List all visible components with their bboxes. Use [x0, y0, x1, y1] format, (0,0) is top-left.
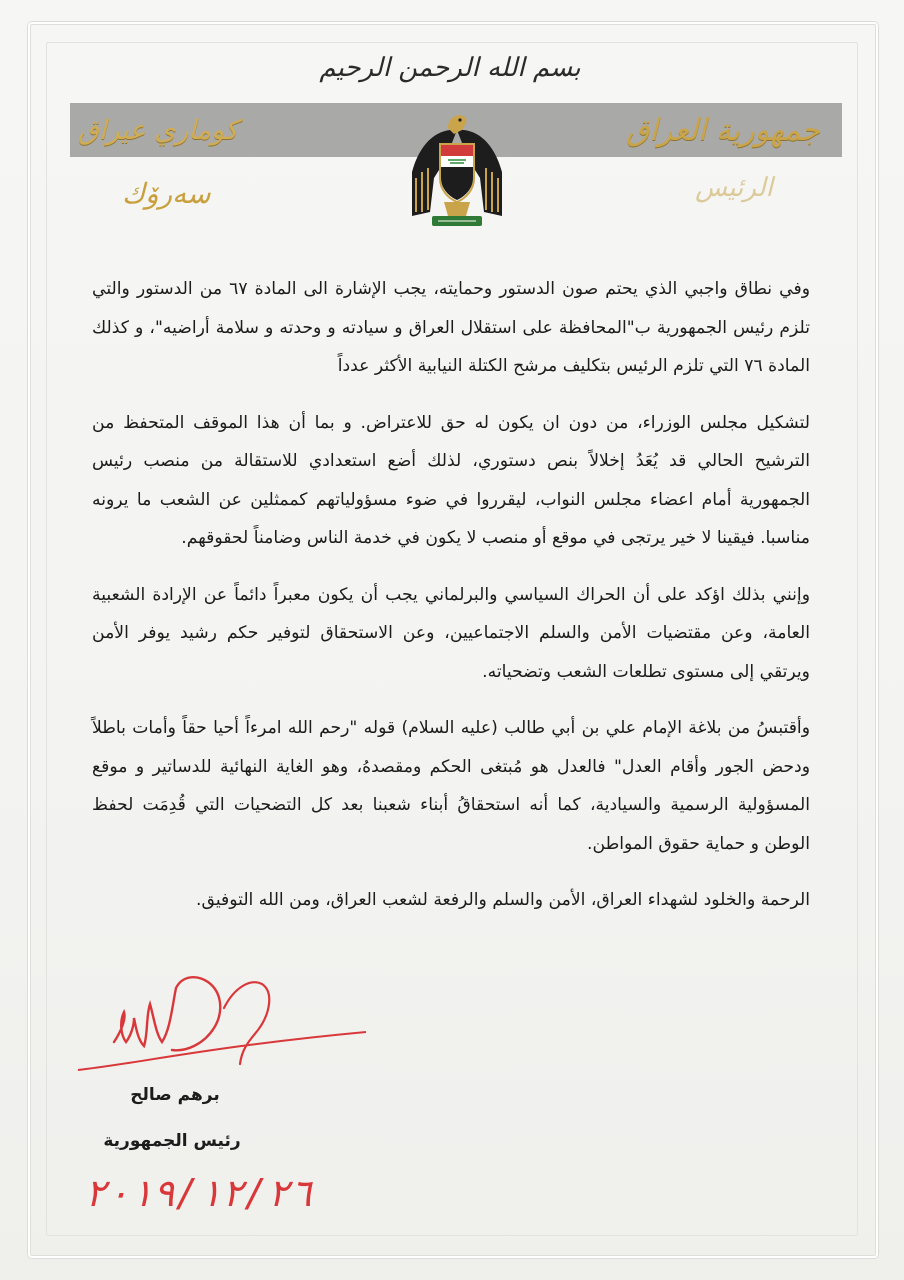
letterhead-office-kurdish: سەرۆك	[122, 177, 211, 210]
signatory-name: برهم صالح	[130, 1085, 220, 1105]
paragraph-4: وأقتبسُ من بلاغة الإمام علي بن أبي طالب (عليه السلام) قوله "رحم الله امرءاً أحيا حقاً وأمات باطلاً ودحض الجور وأقام العدل" فالعدل هو مُبتغى الحكم ومقصدهُ، وهو الغاية النهائية للدساتير و موقع المسؤولية الرسمية والسيادية، كما أنه استحقاقُ أبناء شعبنا بعد كل التضحيات التي قُدِمَت لحفظ الوطن و حماية حقوق المواطن.	[92, 718, 810, 854]
letterhead-country-arabic: جمهورية العراق	[626, 113, 820, 148]
basmala-calligraphy: بسم الله الرحمن الرحيم	[319, 53, 581, 83]
letterhead-country-kurdish: كوماري عيراق	[78, 115, 238, 146]
paragraph-closing: الرحمة والخلود لشهداء العراق، الأمن والسلم والرفعة لشعب العراق، ومن الله التوفيق.	[196, 890, 810, 910]
iraq-eagle-emblem-icon	[408, 108, 506, 232]
letter-body	[92, 270, 810, 938]
paragraph-2: لتشكيل مجلس الوزراء، من دون ان يكون له حق للاعتراض. و بما أن هذا الموقف المتحفظ من الترشيح الحالي قد يُعَدُ إخلالاً بنص دستوري، لذلك أضع استعدادي للاستقالة من منصب رئيس الجمهورية أمام اعضاء مجلس النواب، ليقرروا في ضوء مسؤولياتهم كممثلين عن الشعب ما يرونه مناسبا. فيقينا لا خير يرتجى في موقع أو منصب لا يكون في خدمة الناس وضامناً لحقوقهم.	[92, 412, 810, 548]
paragraph-1: وفي نطاق واجبي الذي يحتم صون الدستور وحمايته، يجب الإشارة الى المادة ٦٧ من الدستور والتي تلزم رئيس الجمهورية ب"المحافظة على استقلال العراق و سيادته و وحدته و سلامة أراضيه"، و كذلك المادة ٧٦ التي تلزم الرئيس بتكليف مرشح الكتلة النيابية الأكثر عدداً	[92, 279, 810, 376]
paragraph-3: وإنني بذلك اؤكد على أن الحراك السياسي والبرلماني يجب أن يكون معبراً دائماً عن الإرادة الشعبية العامة، وعن مقتضيات الأمن والسلم الاجتماعيين، وعن الاستحقاق لتوفير حكم رشيد يوفر الأمن ويرتقي إلى مستوى تطلعات الشعب وتضحياته.	[92, 584, 810, 682]
handwritten-date: ٢٠١٩/١٢/٢٦	[84, 1171, 313, 1215]
letterhead-office-arabic: الرئيس	[695, 173, 773, 203]
signatory-title: رئيس الجمهورية	[103, 1131, 241, 1151]
handwritten-signature	[74, 968, 374, 1078]
